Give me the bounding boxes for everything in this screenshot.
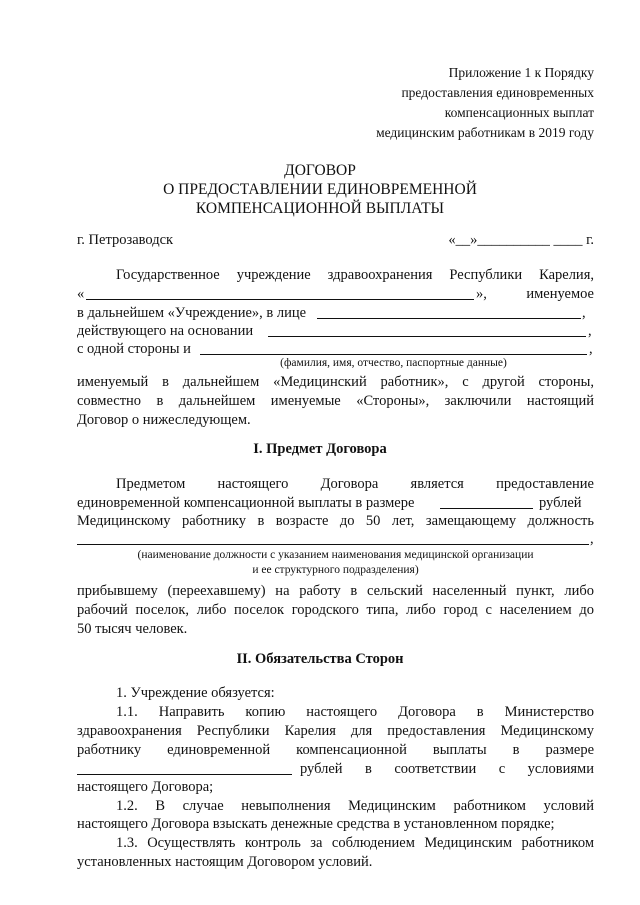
preamble-comma-2: , [588,323,592,339]
clause-1-3-line-2: установленных настоящим Договором условий. [77,854,373,870]
clause-1-2-line-1: 1.2. В случае невыполнения Медицинским работником условий [116,798,594,814]
representative-blank[interactable] [317,305,581,319]
clause-1-1-line-2: здравоохранения Республики Карелия для предоставления Медицинскому [77,723,594,739]
section-1-line-2b: рублей [539,495,582,511]
amount-blank-2[interactable] [77,761,292,775]
preamble-line-4: действующего на основании [77,323,254,339]
preamble-line-3: в дальнейшем «Учреждение», в лице [77,305,307,321]
section-1-line-1: Предметом настоящего Договора является предоставление [116,476,594,492]
clause-1-1-line-3: работнику единовременной компенсационной выплаты в размере [77,742,594,758]
preamble-named-word: именуемое [526,286,594,302]
doc-title-line-2: О ПРЕДОСТАВЛЕНИИ ЕДИНОВРЕМЕННОЙ [163,181,477,198]
preamble-line-8: Договор о нижеследующем. [77,412,251,428]
basis-blank[interactable] [268,323,586,337]
clause-1: 1. Учреждение обязуется: [116,685,275,701]
clause-1-3-line-1: 1.3. Осуществлять контроль за соблюдением Медицинским работником [116,835,594,851]
section-1-line-3: Медицинскому работнику в возрасте до 50 лет, замещающему должность [77,513,594,529]
clause-1-1-line-1: 1.1. Направить копию настоящего Договора в Министерство [116,704,594,720]
section-1-line-6: 50 тысяч человек. [77,621,188,637]
clause-1-1-line-5: настоящего Договора; [77,779,214,795]
section-1-line-5: рабочий поселок, либо поселок городского типа, либо город с населением до [77,602,594,618]
preamble-comma-1: , [582,305,586,321]
position-blank[interactable] [77,531,589,545]
preamble-line-5: с одной стороны и [77,341,191,357]
clause-1-1-line-4: рублей в соответствии с условиями [300,761,594,777]
preamble-open-quote: « [77,286,85,302]
fio-note: (фамилия, имя, отчество, паспортные данные) [280,357,507,369]
amount-blank-1[interactable] [440,495,533,509]
appendix-line-2: предоставления единовременных [401,85,594,100]
preamble-comma-3: , [589,341,593,357]
preamble-line-1: Государственное учреждение здравоохранения Республики Карелия, [116,267,594,283]
date-line: «__»__________ ____ г. [448,232,594,248]
appendix-line-4: медицинским работникам в 2019 году [376,125,594,140]
place-text: г. Петрозаводск [77,232,174,248]
preamble-line-7: совместно в дальнейшем именуемые «Стороны», заключили настоящий [77,393,594,409]
section-1-comma: , [590,531,594,547]
section-2-heading: II. Обязательства Сторон [236,651,404,667]
position-note-2: и ее структурного подразделения) [252,564,419,576]
doc-title-line-3: КОМПЕНСАЦИОННОЙ ВЫПЛАТЫ [195,200,445,217]
clause-1-2-line-2: настоящего Договора взыскать денежные средства в установленном порядке; [77,816,555,832]
preamble-close-quote: », [476,286,487,302]
appendix-line-1: Приложение 1 к Порядку [448,65,594,80]
institution-name-blank[interactable] [86,286,474,300]
section-1-heading: I. Предмет Договора [253,441,387,457]
position-note-1: (наименование должности с указанием наименования медицинской организации [137,549,534,561]
preamble-line-6: именуемый в дальнейшем «Медицинский работник», с другой стороны, [77,374,594,390]
section-1-line-2a: единовременной компенсационной выплаты в размере [77,495,415,511]
appendix-line-3: компенсационных выплат [444,105,594,120]
section-1-line-4: прибывшему (переехавшему) на работу в сельский населенный пункт, либо [77,583,594,599]
worker-blank[interactable] [200,341,587,355]
doc-title-line-1: ДОГОВОР [284,162,356,179]
